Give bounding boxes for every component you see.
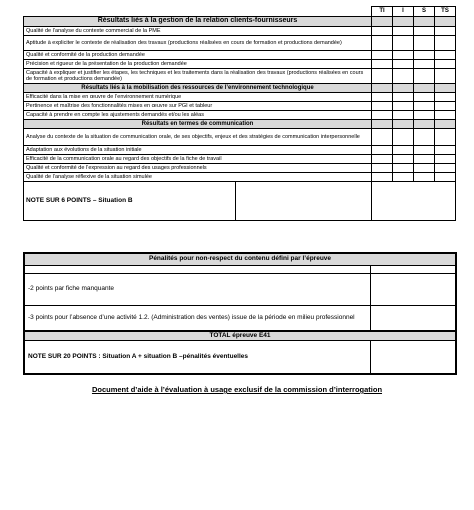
penalty-row [24, 305, 456, 331]
score-cell-i[interactable] [393, 146, 414, 155]
score-cell-s[interactable] [414, 60, 435, 69]
score-cell-i[interactable] [393, 111, 414, 120]
note-20-row [24, 341, 456, 374]
score-cell-s[interactable] [414, 129, 435, 146]
section-3-title: Résultats en termes de communication [24, 120, 372, 129]
score-cell-ts[interactable] [435, 146, 456, 155]
score-cell-s[interactable] [414, 102, 435, 111]
score-cell-s[interactable] [414, 111, 435, 120]
score-cell-i[interactable] [393, 102, 414, 111]
note-20-score-cell[interactable] [370, 341, 456, 374]
note-6-label [24, 182, 372, 221]
score-cell-ts[interactable] [435, 27, 456, 36]
criterion-row [24, 93, 456, 102]
criterion-label: Aptitude à expliciter le contexte de réalisation des travaux (productions réalisées en cours de formation et productions demandée) [24, 36, 372, 51]
criterion-label: Qualité de l’analyse réflexive de la situation simulée [24, 173, 372, 182]
col-i-header: I [393, 7, 414, 17]
criterion-label: Analyse du contexte de la situation de communication orale, de ses objectifs, enjeux et des stratégies de communication interpersonnelle [24, 129, 372, 146]
score-cell-ts[interactable] [435, 129, 456, 146]
score-cell-s[interactable] [414, 164, 435, 173]
criterion-row [24, 164, 456, 173]
evaluation-grid [23, 6, 456, 221]
criterion-label: Capacité à expliquer et justifier les étapes, les techniques et les traitements dans la réalisation des travaux (productions réalisées en cours de formation et productions demandée) [24, 69, 372, 84]
penalty-row [24, 273, 456, 305]
criterion-label: Qualité de l’analyse du contexte commercial de la PME [24, 27, 372, 36]
note-20-label: NOTE SUR 20 POINTS : Situation A + situation B –pénalités éventuelles [24, 341, 370, 374]
penalties-header [24, 253, 456, 265]
criterion-row [24, 129, 456, 146]
criterion-label: Efficacité de la communication orale au regard des objectifs de la fiche de travail [24, 155, 372, 164]
criterion-label: Pertinence et maîtrise des fonctionnalités mises en œuvre sur PGI et tableur [24, 102, 372, 111]
total-title: TOTAL épreuve E41 [24, 331, 456, 341]
score-cell-s[interactable] [414, 51, 435, 60]
score-cell-ti[interactable] [372, 60, 393, 69]
score-cell-i[interactable] [393, 36, 414, 51]
section-1-title: Résultats liés à la gestion de la relation clients-fournisseurs [24, 17, 372, 27]
criterion-row [24, 155, 456, 164]
col-ts-header: TS [435, 7, 456, 17]
score-cell-s[interactable] [414, 146, 435, 155]
score-cell-ts[interactable] [435, 155, 456, 164]
col-ti-header: TI [372, 7, 393, 17]
score-cell-ts[interactable] [435, 164, 456, 173]
penalty-label: -3 points pour l’absence d’une activité 1.2. (Administration des ventes) issue de la période en milieu professionnel [24, 305, 370, 331]
criterion-row [24, 69, 456, 84]
score-cell-i[interactable] [393, 51, 414, 60]
score-cell-ti[interactable] [372, 93, 393, 102]
criterion-row [24, 27, 456, 36]
penalty-score-cell[interactable] [370, 305, 456, 331]
section-2-header [24, 84, 456, 93]
penalty-score-cell[interactable] [370, 273, 456, 305]
score-cell-s[interactable] [414, 155, 435, 164]
criterion-label: Adaptation aux évolutions de la situation initiale [24, 146, 372, 155]
criterion-row [24, 36, 456, 51]
score-cell-s[interactable] [414, 36, 435, 51]
criterion-label: Capacité à prendre en compte les ajustements demandés et/ou les aléas [24, 111, 372, 120]
section-1-header [24, 17, 456, 27]
penalty-label: -2 points par fiche manquante [24, 273, 370, 305]
criterion-label: Qualité et conformité de la production demandée [24, 51, 372, 60]
penalties-spacer-row [24, 265, 456, 273]
note-6-text: NOTE SUR 6 POINTS – Situation B [26, 196, 133, 204]
score-cell-ts[interactable] [435, 60, 456, 69]
score-cell-i[interactable] [393, 60, 414, 69]
score-cell-s[interactable] [414, 69, 435, 84]
note-6-row [24, 182, 456, 221]
score-cell-i[interactable] [393, 69, 414, 84]
score-cell-i[interactable] [393, 173, 414, 182]
score-cell-ts[interactable] [435, 111, 456, 120]
footer-note: Document d’aide à l’évaluation à usage exclusif de la commission d’interrogation [91, 385, 383, 394]
header-blank-cell [24, 7, 372, 17]
total-row [24, 331, 456, 341]
section-3-header [24, 120, 456, 129]
note-6-score-cell[interactable] [372, 182, 456, 221]
score-cell-ti[interactable] [372, 155, 393, 164]
criterion-row [24, 60, 456, 69]
score-cell-ts[interactable] [435, 93, 456, 102]
score-cell-ti[interactable] [372, 27, 393, 36]
score-cell-ts[interactable] [435, 36, 456, 51]
score-cell-ti[interactable] [372, 146, 393, 155]
criterion-row [24, 146, 456, 155]
score-cell-ti[interactable] [372, 102, 393, 111]
score-cell-s[interactable] [414, 27, 435, 36]
score-cell-ts[interactable] [435, 51, 456, 60]
score-cell-ts[interactable] [435, 102, 456, 111]
penalties-table [23, 252, 457, 375]
score-cell-ti[interactable] [372, 69, 393, 84]
score-cell-ti[interactable] [372, 129, 393, 146]
criterion-label: Précision et rigueur de la présentation de la production demandée [24, 60, 372, 69]
grid-header-row [24, 7, 456, 17]
score-cell-ti[interactable] [372, 173, 393, 182]
score-cell-i[interactable] [393, 93, 414, 102]
penalties-title: Pénalités pour non-respect du contenu défini par l’épreuve [24, 253, 456, 265]
criterion-row [24, 111, 456, 120]
score-cell-ts[interactable] [435, 173, 456, 182]
score-cell-i[interactable] [393, 164, 414, 173]
score-cell-i[interactable] [393, 155, 414, 164]
criterion-label: Efficacité dans la mise en œuvre de l’environnement numérique [24, 93, 372, 102]
score-cell-ti[interactable] [372, 36, 393, 51]
criterion-row [24, 102, 456, 111]
score-cell-ti[interactable] [372, 164, 393, 173]
score-cell-ti[interactable] [372, 51, 393, 60]
criterion-row [24, 173, 456, 182]
section-2-title: Résultats liés à la mobilisation des ressources de l’environnement technologique [24, 84, 372, 93]
score-cell-i[interactable] [393, 27, 414, 36]
score-cell-s[interactable] [414, 173, 435, 182]
note-6-divider [235, 182, 236, 220]
criterion-label: Qualité et conformité de l’expression au regard des usages professionnels [24, 164, 372, 173]
score-cell-s[interactable] [414, 93, 435, 102]
score-cell-i[interactable] [393, 129, 414, 146]
col-s-header: S [414, 7, 435, 17]
criterion-row [24, 51, 456, 60]
score-cell-ts[interactable] [435, 69, 456, 84]
score-cell-ti[interactable] [372, 111, 393, 120]
